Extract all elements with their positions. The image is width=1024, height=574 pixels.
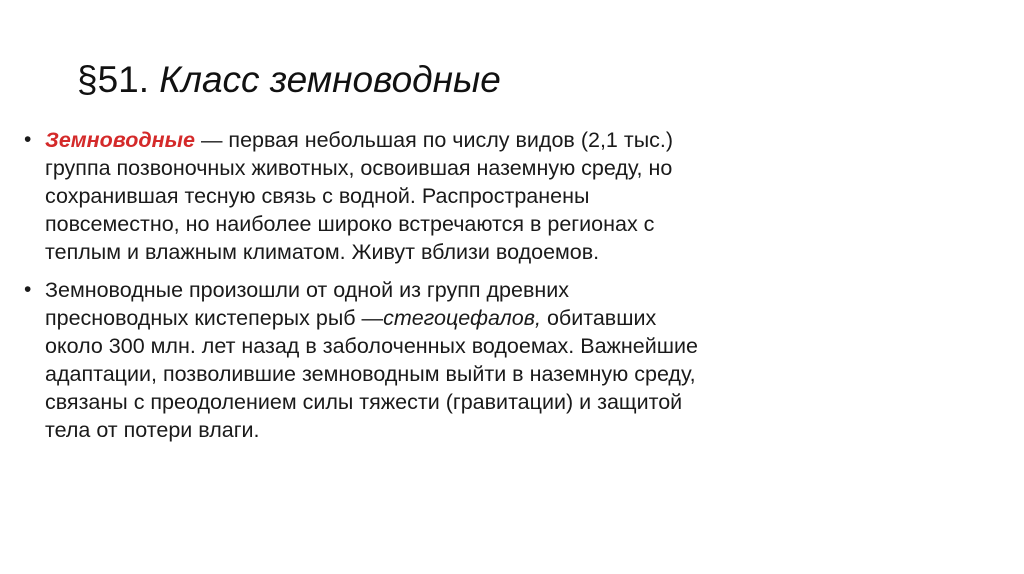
bullet-item-2 xyxy=(22,276,922,444)
bullet-2-line-1: Земноводные произошли от одной из групп древних xyxy=(45,278,570,302)
slide-content xyxy=(22,126,922,454)
title-text: Класс земноводные xyxy=(159,59,501,100)
bullet-item-1 xyxy=(22,126,922,266)
bullet-1-term: Земноводные xyxy=(45,128,195,152)
bullet-1-line-5: теплым и влажным климатом. Живут вблизи водоемов. xyxy=(45,240,600,264)
bullet-dot-icon: • xyxy=(24,128,32,151)
bullet-2-italic-term: стегоцефалов, xyxy=(383,306,541,330)
bullet-2-line-2-pre: пресноводных кистеперых рыб — xyxy=(45,306,384,330)
bullet-2-line-2 xyxy=(45,304,922,332)
bullet-1-line-4: повсеместно, но наиболее широко встречаются в регионах с xyxy=(45,212,655,236)
bullet-dot-icon: • xyxy=(24,278,32,301)
bullet-2-line-2-post: обитавших xyxy=(540,306,657,330)
bullet-1-line-2: группа позвоночных животных, освоившая наземную среду, но xyxy=(45,156,673,180)
bullet-2-line-5: связаны с преодолением силы тяжести (гравитации) и защитой xyxy=(45,390,683,414)
bullet-1-line-3: сохранившая тесную связь с водной. Распространены xyxy=(45,184,590,208)
slide-title xyxy=(77,58,501,102)
bullet-2-line-3: около 300 млн. лет назад в заболоченных водоемах. Важнейшие xyxy=(45,334,698,358)
bullet-2-line-6: тела от потери влаги. xyxy=(45,418,260,442)
bullet-1-line-1 xyxy=(45,126,922,154)
bullet-2-line-4: адаптации, позволившие земноводным выйти в наземную среду, xyxy=(45,362,696,386)
bullet-1-line-1-text: — первая небольшая по числу видов (2,1 тыс.) xyxy=(194,128,674,152)
title-number: §51. xyxy=(77,59,150,100)
